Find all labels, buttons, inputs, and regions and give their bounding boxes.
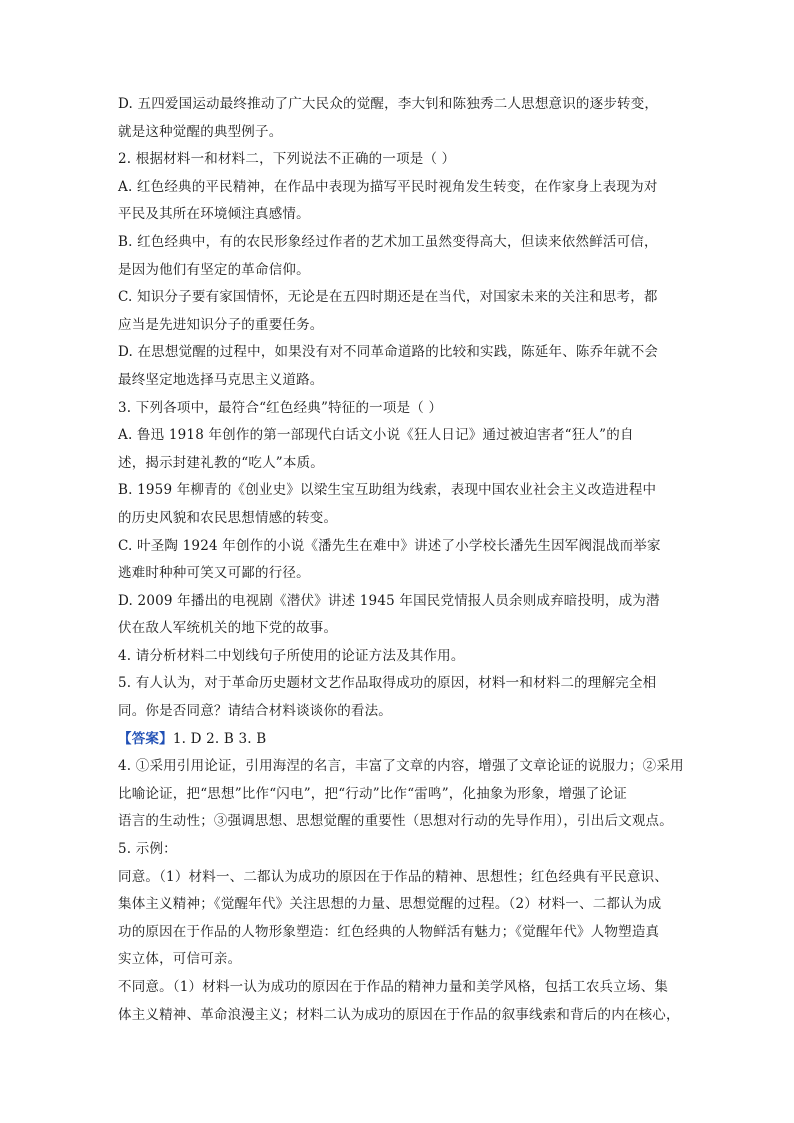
text-line: 体主义精神、革命浪漫主义；材料二认为成功的原因在于作品的叙事线索和背后的内在核心，: [118, 1006, 680, 1023]
question-block: [118, 91, 678, 726]
text-line: C. 知识分子要有家国情怀，无论是在五四时期还是在当代，对国家未来的关注和思考，都: [118, 289, 658, 306]
text-line: 5. 有人认为，对于革命历史题材文艺作品取得成功的原因，材料一和材料二的理解完全相: [118, 675, 657, 692]
text-line: 5. 示例：: [118, 841, 177, 858]
text-line: 同意。（1）材料一、二都认为成功的原因在于作品的精神、思想性；红色经典有平民意识、: [118, 868, 669, 885]
answer-tag: 【答案】: [118, 730, 173, 747]
text-line: 同。你是否同意？请结合材料谈谈你的看法。: [118, 703, 392, 720]
text-line: D. 五四爱国运动最终推动了广大民众的觉醒，李大钊和陈独秀二人思想意识的逐步转变，: [118, 96, 659, 112]
text-line: 逃难时种种可笑又可鄙的行径。: [118, 565, 310, 582]
text-line: 平民及其所在环境倾注真感情。: [118, 206, 310, 223]
text-line: C. 叶圣陶 1924 年创作的小说《潘先生在难中》讲述了小学校长潘先生因军阀混战而举家: [118, 537, 661, 554]
document-page: [118, 91, 684, 1029]
text-line: 应当是先进知识分子的重要任务。: [118, 316, 324, 333]
text-line: 述，揭示封建礼教的“吃人”本质。: [118, 454, 325, 471]
text-line: 是因为他们有坚定的革命信仰。: [118, 261, 310, 278]
text-line: 2. 根据材料一和材料二，下列说法不正确的一项是（ ）: [118, 151, 456, 168]
text-line: 伏在敌人军统机关的地下党的故事。: [118, 620, 338, 637]
text-line: 语言的生动性；③强调思想、思想觉醒的重要性（思想对行动的先导作用），引出后文观点。: [118, 813, 673, 830]
answer-explanation-block: [118, 753, 684, 1029]
text-line: A. 鲁迅 1918 年创作的第一部现代白话文小说《狂人日记》通过被迫害者“狂人”的自: [118, 427, 634, 444]
text-line: D. 2009 年播出的电视剧《潜伏》讲述 1945 年国民党情报人员余则成弃暗投明，成为潜: [118, 592, 660, 609]
text-line: A. 红色经典的平民精神，在作品中表现为描写平民时视角发生转变，在作家身上表现为对: [118, 178, 658, 195]
answer-values: 1. D 2. B 3. B: [172, 730, 267, 747]
text-line: 不同意。（1）材料一认为成功的原因在于作品的精神力量和美学风格，包括工农兵立场、集: [118, 979, 669, 995]
text-line: 集体主义精神；《觉醒年代》关注思想的力量、思想觉醒的过程。（2）材料一、二都认为成: [118, 896, 662, 913]
text-line: 最终坚定地选择马克思主义道路。: [118, 371, 324, 388]
text-line: B. 1959 年柳青的《创业史》以梁生宝互助组为线索，表现中国农业社会主义改造进程中: [118, 482, 657, 499]
answer-line: [118, 726, 678, 754]
text-line: 的历史风貌和农民思想情感的转变。: [118, 509, 338, 526]
text-line: D. 在思想觉醒的过程中，如果没有对不同革命道路的比较和实践，陈延年、陈乔年就不会: [118, 344, 659, 361]
text-line: 4. 请分析材料二中划线句子所使用的论证方法及其作用。: [118, 647, 465, 664]
text-line: 功的原因在于作品的人物形象塑造：红色经典的人物鲜活有魅力；《觉醒年代》人物塑造真: [118, 923, 660, 940]
text-line: 3. 下列各项中，最符合“红色经典”特征的一项是（ ）: [118, 399, 443, 416]
text-line: B. 红色经典中，有的农民形象经过作者的艺术加工虽然变得高大，但读来依然鲜活可信，: [118, 233, 658, 250]
text-line: 4. ①采用引用论证，引用海涅的名言，丰富了文章的内容，增强了文章论证的说服力；②采用: [118, 758, 684, 775]
text-line: 比喻论证，把“思想”比作“闪电”，把“行动”比作“雷鸣”，化抽象为形象，增强了论证: [118, 785, 627, 802]
text-line: 实立体，可信可亲。: [118, 951, 242, 968]
text-line: 就是这种觉醒的典型例子。: [118, 123, 283, 140]
